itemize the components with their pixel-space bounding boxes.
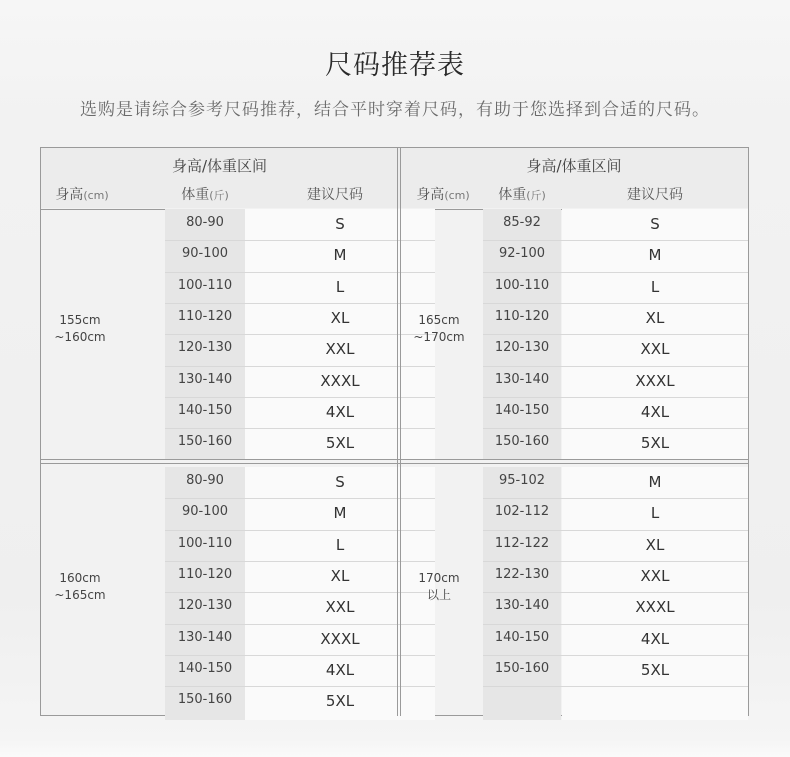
- size-cell: XXL: [325, 340, 355, 359]
- row-divider: [165, 272, 435, 273]
- header-height-unit: (cm): [83, 189, 109, 202]
- height-range: [399, 570, 479, 604]
- row-divider: [165, 561, 435, 562]
- weight-range-cell: 130-140: [177, 371, 233, 387]
- weight-range-cell: 85-92: [503, 215, 541, 230]
- row-divider: [483, 624, 748, 625]
- header-height-unit: (cm): [444, 189, 470, 202]
- header-height: [42, 184, 122, 204]
- weight-range-cell: 80-90: [186, 215, 224, 230]
- weight-range-cell: 102-112: [494, 504, 550, 520]
- header-group-label: 身高/体重区间: [526, 157, 622, 175]
- weight-range-cell: 90-100: [181, 504, 229, 520]
- weight-range-cell: 140-150: [177, 660, 233, 676]
- weight-range-cell: 150-160: [177, 692, 233, 708]
- weight-range-cell: 110-120: [177, 566, 233, 582]
- row-divider: [165, 655, 435, 656]
- row-divider: [165, 498, 435, 499]
- weight-range-cell: 120-130: [494, 340, 550, 356]
- size-cell: XL: [645, 535, 665, 554]
- weight-range-cell: 100-110: [177, 277, 233, 293]
- row-divider: [483, 686, 748, 687]
- weight-range-cell: 110-120: [177, 308, 233, 324]
- row-divider: [483, 655, 748, 656]
- height-range: [399, 312, 479, 346]
- row-divider: [483, 334, 748, 335]
- weight-range-cell: 110-120: [494, 308, 550, 324]
- height-range-line2: 以上: [426, 588, 451, 603]
- size-cell: S: [335, 473, 345, 491]
- size-cell: 5XL: [325, 692, 355, 711]
- weight-range-cell: 112-122: [494, 535, 550, 551]
- size-cell: L: [335, 535, 345, 554]
- size-cell: XXXL: [635, 371, 675, 390]
- height-range-line1: 170cm: [418, 571, 460, 586]
- row-divider: [483, 240, 748, 241]
- size-cell: XL: [330, 566, 350, 585]
- row-divider: [483, 592, 748, 593]
- height-range: [40, 570, 120, 604]
- size-cell: M: [333, 504, 347, 523]
- row-divider: [483, 530, 748, 531]
- size-cell: M: [648, 473, 662, 491]
- weight-range-cell: 130-140: [494, 598, 550, 614]
- size-cell: XXL: [640, 566, 670, 585]
- header-size: 建议尺码: [627, 187, 683, 203]
- row-divider: [483, 366, 748, 367]
- size-cell: L: [650, 277, 660, 296]
- height-range-line2: ~165cm: [54, 588, 106, 603]
- size-cell: XL: [330, 308, 350, 327]
- weight-range-cell: 95-102: [498, 473, 546, 488]
- height-range-line1: 165cm: [418, 313, 460, 328]
- size-cell: 4XL: [640, 402, 670, 421]
- weight-range-cell: 150-160: [177, 434, 233, 450]
- size-cell: L: [650, 504, 660, 523]
- block-divider: [40, 459, 749, 464]
- height-range-line1: 160cm: [59, 571, 101, 586]
- weight-range-cell: 140-150: [494, 402, 550, 418]
- size-cell: 4XL: [640, 629, 670, 648]
- size-cell: S: [335, 215, 345, 233]
- size-cell: XXXL: [320, 629, 360, 648]
- center-divider-a: [397, 147, 398, 716]
- weight-range-cell: 150-160: [494, 660, 550, 676]
- header-weight-unit: (斤): [209, 189, 229, 202]
- size-cell: XXXL: [635, 598, 675, 617]
- size-cell: 4XL: [325, 660, 355, 679]
- header-size: 建议尺码: [307, 187, 363, 203]
- size-cell: 5XL: [640, 434, 670, 453]
- header-weight-unit: (斤): [526, 189, 546, 202]
- weight-range-cell: 122-130: [494, 566, 550, 582]
- row-divider: [165, 624, 435, 625]
- row-divider: [483, 397, 748, 398]
- weight-range-cell: 140-150: [177, 402, 233, 418]
- size-cell: L: [335, 277, 345, 296]
- row-divider: [165, 686, 435, 687]
- size-cell: XXL: [325, 598, 355, 617]
- size-cell: S: [650, 215, 660, 233]
- row-divider: [165, 240, 435, 241]
- size-cell: XXXL: [320, 371, 360, 390]
- size-cell: M: [333, 246, 347, 265]
- row-divider: [483, 303, 748, 304]
- height-range-line1: 155cm: [59, 313, 101, 328]
- row-divider: [483, 561, 748, 562]
- row-divider: [165, 530, 435, 531]
- weight-range-cell: 130-140: [177, 629, 233, 645]
- weight-range-cell: 100-110: [177, 535, 233, 551]
- header-height-label: 身高: [55, 187, 84, 203]
- size-cell: XXL: [640, 340, 670, 359]
- row-divider: [483, 272, 748, 273]
- row-divider: [483, 498, 748, 499]
- header-height-label: 身高: [416, 187, 445, 203]
- row-divider: [483, 428, 748, 429]
- weight-range-cell: 120-130: [177, 598, 233, 614]
- row-divider: [165, 592, 435, 593]
- page-title: 尺码推荐表: [325, 50, 465, 81]
- size-cell: M: [648, 246, 662, 265]
- weight-range-cell: 150-160: [494, 434, 550, 450]
- weight-range-cell: 100-110: [494, 277, 550, 293]
- row-divider: [165, 303, 435, 304]
- row-divider: [165, 366, 435, 367]
- weight-range-cell: 120-130: [177, 340, 233, 356]
- row-divider: [165, 334, 435, 335]
- weight-range-cell: 92-100: [498, 246, 546, 262]
- weight-range-cell: 80-90: [186, 473, 224, 488]
- header-group-label: 身高/体重区间: [171, 157, 268, 175]
- weight-range-cell: 140-150: [494, 629, 550, 645]
- size-cell: 5XL: [640, 660, 670, 679]
- size-cell: 4XL: [325, 402, 355, 421]
- center-divider-b: [400, 147, 401, 716]
- header-height: [401, 184, 485, 204]
- header-weight-label: 体重: [498, 187, 527, 203]
- header-weight: [165, 184, 245, 204]
- page-subtitle: 选购是请综合参考尺码推荐，结合平时穿着尺码，有助于您选择到合适的尺码。: [80, 100, 710, 120]
- height-range: [40, 312, 120, 346]
- row-divider: [165, 428, 435, 429]
- weight-range-cell: 130-140: [494, 371, 550, 387]
- size-cell: 5XL: [325, 434, 355, 453]
- weight-range-cell: 90-100: [181, 246, 229, 262]
- size-cell: XL: [645, 308, 665, 327]
- header-weight: [483, 184, 561, 204]
- height-range-line2: ~160cm: [54, 330, 106, 345]
- header-weight-label: 体重: [181, 187, 210, 203]
- height-range-line2: ~170cm: [413, 330, 465, 345]
- row-divider: [165, 397, 435, 398]
